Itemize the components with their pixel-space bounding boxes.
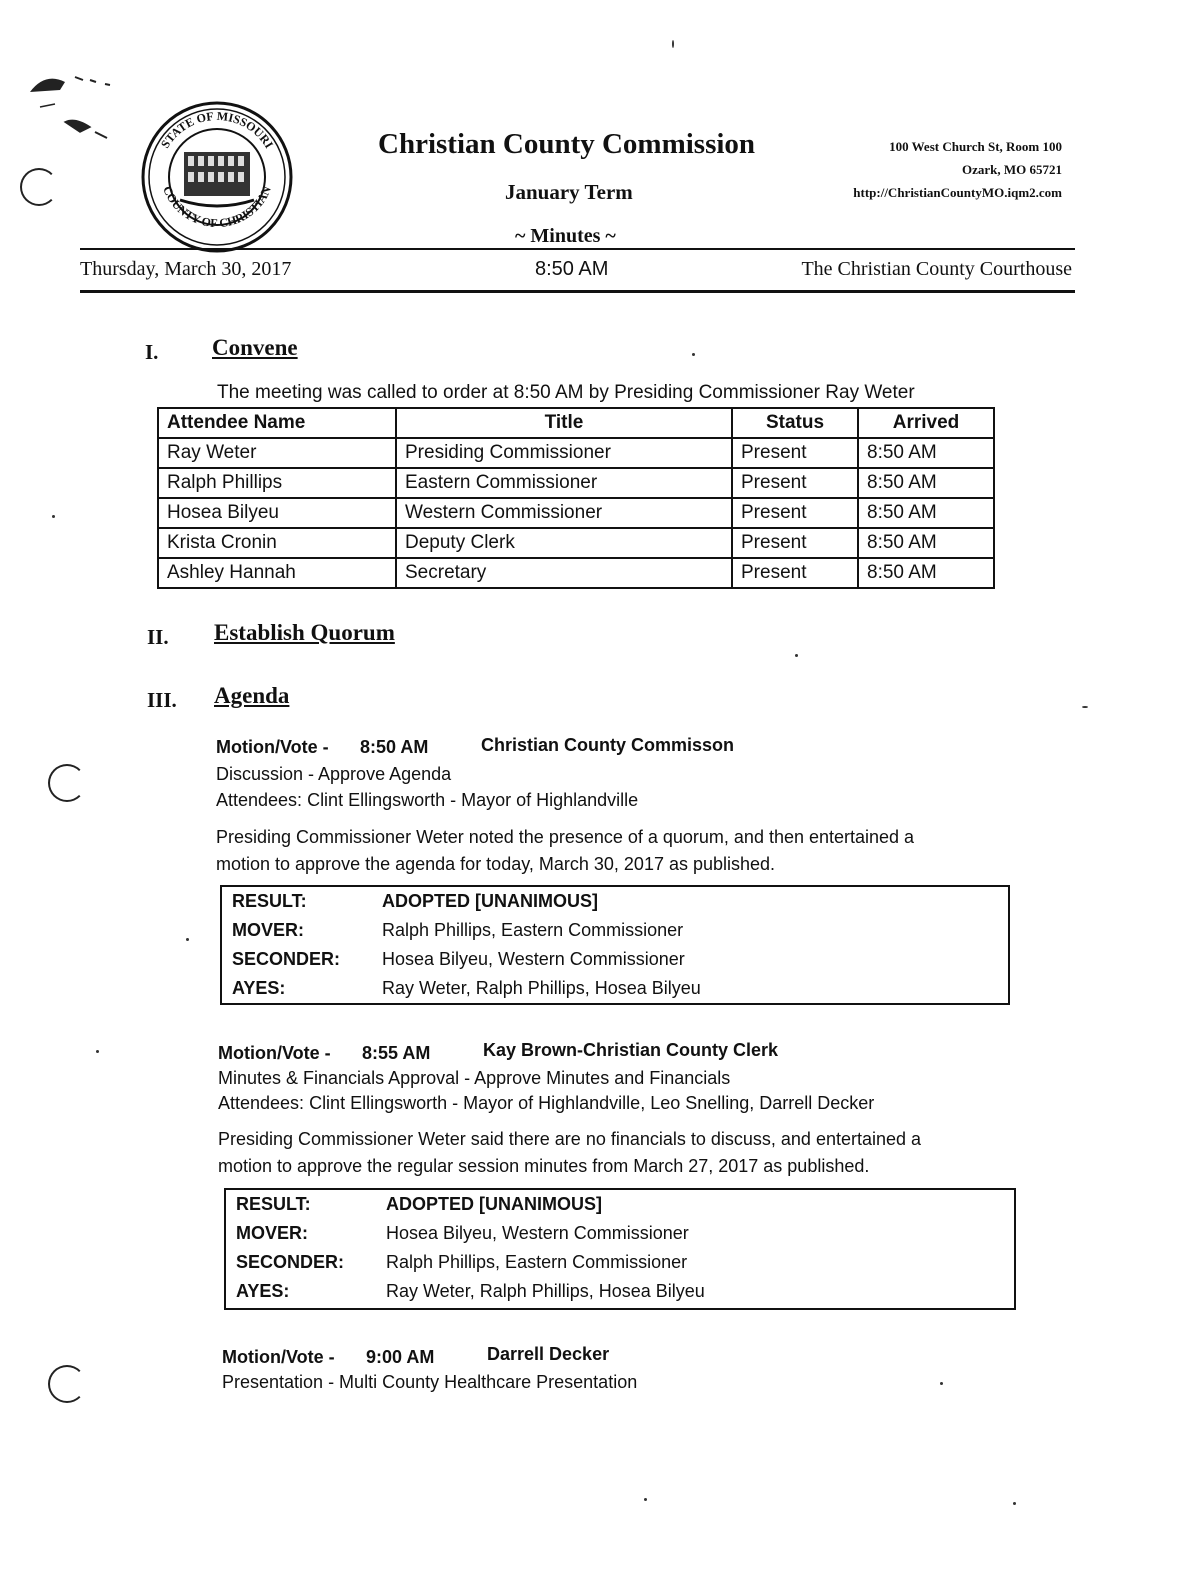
motion-time: 8:55 AM <box>362 1043 431 1063</box>
result-box <box>224 1188 1016 1310</box>
seconder-value: Ralph Phillips, Eastern Commissioner <box>386 1252 688 1272</box>
table-row <box>158 498 994 528</box>
term-label: January Term <box>505 180 633 204</box>
website-link[interactable]: http://ChristianCountyMO.iqm2.com <box>853 185 1062 200</box>
table-cell: Ray Weter <box>158 438 396 468</box>
scan-speck <box>692 353 695 356</box>
attendee-table <box>157 407 995 589</box>
scan-speck <box>96 1050 99 1053</box>
seconder-key: SECONDER: <box>232 949 341 969</box>
motion-label: Motion/Vote - <box>216 737 329 757</box>
table-cell: 8:50 AM <box>858 558 994 588</box>
ayes-value: Ray Weter, Ralph Phillips, Hosea Bilyeu <box>386 1281 705 1301</box>
table-cell: Present <box>732 528 858 558</box>
minutes-label: ~ Minutes ~ <box>515 225 616 247</box>
mover-key: MOVER: <box>236 1223 308 1243</box>
section-number: II. <box>147 625 169 649</box>
table-cell: 8:50 AM <box>858 498 994 528</box>
header-rule-bottom <box>80 290 1075 293</box>
scan-speck <box>1082 706 1088 708</box>
mover-value: Ralph Phillips, Eastern Commissioner <box>382 920 684 940</box>
table-cell: Present <box>732 438 858 468</box>
scan-smudge <box>20 62 130 152</box>
convene-text: The meeting was called to order at 8:50 AM by Presiding Commissioner Ray Weter <box>217 382 915 403</box>
svg-text:COUNTY OF CHRISTIAN: COUNTY OF CHRISTIAN <box>160 183 274 231</box>
mover-value: Hosea Bilyeu, Western Commissioner <box>386 1223 689 1243</box>
motion-presenter: Christian County Commisson <box>481 735 735 755</box>
table-cell: Presiding Commissioner <box>396 438 732 468</box>
seconder-value: Hosea Bilyeu, Western Commissioner <box>382 949 685 969</box>
table-cell: Western Commissioner <box>396 498 732 528</box>
table-cell: Krista Cronin <box>158 528 396 558</box>
table-row <box>158 528 994 558</box>
meeting-date: Thursday, March 30, 2017 <box>80 258 292 280</box>
table-cell: Present <box>732 558 858 588</box>
result-value: ADOPTED [UNANIMOUS] <box>386 1194 602 1214</box>
table-cell: 8:50 AM <box>858 438 994 468</box>
ayes-key: AYES: <box>236 1281 290 1301</box>
meeting-location: The Christian County Courthouse <box>801 258 1072 280</box>
motion-item: Minutes & Financials Approval - Approve Minutes and Financials <box>218 1068 731 1088</box>
hole-punch-mark <box>20 168 58 206</box>
page-title: Christian County Commission <box>378 128 756 160</box>
scan-speck <box>186 938 189 941</box>
mover-key: MOVER: <box>232 920 304 940</box>
table-cell: Hosea Bilyeu <box>158 498 396 528</box>
ayes-row <box>226 1277 1014 1306</box>
result-value: ADOPTED [UNANIMOUS] <box>382 891 598 911</box>
section-number: III. <box>147 688 177 712</box>
motion-attendees: Attendees: Clint Ellingsworth - Mayor of Highlandville, Leo Snelling, Darrell Decker <box>218 1093 875 1113</box>
seconder-key: SECONDER: <box>236 1252 345 1272</box>
motion-item: Presentation - Multi County Healthcare Presentation <box>222 1372 638 1392</box>
table-cell: Ralph Phillips <box>158 468 396 498</box>
motion-paragraph-line-1: Presiding Commissioner Weter noted the presence of a quorum, and then entertained a <box>216 827 915 847</box>
ayes-key: AYES: <box>232 978 286 998</box>
scan-speck <box>795 654 798 657</box>
table-cell: Present <box>732 498 858 528</box>
table-cell: Secretary <box>396 558 732 588</box>
scan-speck <box>672 40 674 48</box>
section-title-agenda: Agenda <box>214 683 290 708</box>
address-line-1: 100 West Church St, Room 100 <box>889 139 1062 154</box>
seconder-row <box>222 945 1008 974</box>
table-cell: 8:50 AM <box>858 528 994 558</box>
mover-row <box>222 916 1008 945</box>
table-header-row <box>158 408 994 438</box>
section-title-convene: Convene <box>212 335 298 360</box>
meeting-time: 8:50 AM <box>535 258 609 280</box>
table-row <box>158 468 994 498</box>
motion-time: 9:00 AM <box>366 1347 435 1367</box>
table-row <box>158 438 994 468</box>
section-title-quorum: Establish Quorum <box>214 620 395 645</box>
table-cell: Deputy Clerk <box>396 528 732 558</box>
result-row <box>222 887 1008 916</box>
scan-speck <box>52 515 55 518</box>
table-header: Attendee Name <box>158 408 396 438</box>
seconder-row <box>226 1248 1014 1277</box>
table-header: Title <box>396 408 732 438</box>
table-cell: Present <box>732 468 858 498</box>
scan-speck <box>940 1382 943 1385</box>
motion-presenter: Darrell Decker <box>487 1344 610 1364</box>
result-row <box>226 1190 1014 1219</box>
motion-time: 8:50 AM <box>360 737 429 757</box>
table-cell: 8:50 AM <box>858 468 994 498</box>
ayes-row <box>222 974 1008 1003</box>
table-header: Status <box>732 408 858 438</box>
county-seal-logo <box>140 100 294 254</box>
result-key: RESULT: <box>236 1194 311 1214</box>
mover-row <box>226 1219 1014 1248</box>
motion-item: Discussion - Approve Agenda <box>216 764 452 784</box>
motion-label: Motion/Vote - <box>218 1043 331 1063</box>
svg-text:STATE OF MISSOURI: STATE OF MISSOURI <box>157 108 277 151</box>
motion-label: Motion/Vote - <box>222 1347 335 1367</box>
scan-speck <box>1013 1502 1016 1505</box>
hole-punch-mark <box>48 764 86 802</box>
result-key: RESULT: <box>232 891 307 911</box>
table-header: Arrived <box>858 408 994 438</box>
motion-paragraph-line-2: motion to approve the agenda for today, March 30, 2017 as published. <box>216 854 776 874</box>
motion-presenter: Kay Brown-Christian County Clerk <box>483 1040 779 1060</box>
table-cell: Eastern Commissioner <box>396 468 732 498</box>
motion-attendees: Attendees: Clint Ellingsworth - Mayor of Highlandville <box>216 790 639 810</box>
motion-paragraph-line-1: Presiding Commissioner Weter said there are no financials to discuss, and entertained a <box>218 1129 922 1149</box>
scan-speck <box>644 1498 647 1501</box>
table-cell: Ashley Hannah <box>158 558 396 588</box>
header-rule-top <box>80 248 1075 250</box>
address-line-2: Ozark, MO 65721 <box>961 162 1062 177</box>
section-number: I. <box>145 340 159 364</box>
table-row <box>158 558 994 588</box>
result-box <box>220 885 1010 1005</box>
ayes-value: Ray Weter, Ralph Phillips, Hosea Bilyeu <box>382 978 701 998</box>
hole-punch-mark <box>48 1365 86 1403</box>
motion-paragraph-line-2: motion to approve the regular session minutes from March 27, 2017 as published. <box>218 1156 870 1176</box>
